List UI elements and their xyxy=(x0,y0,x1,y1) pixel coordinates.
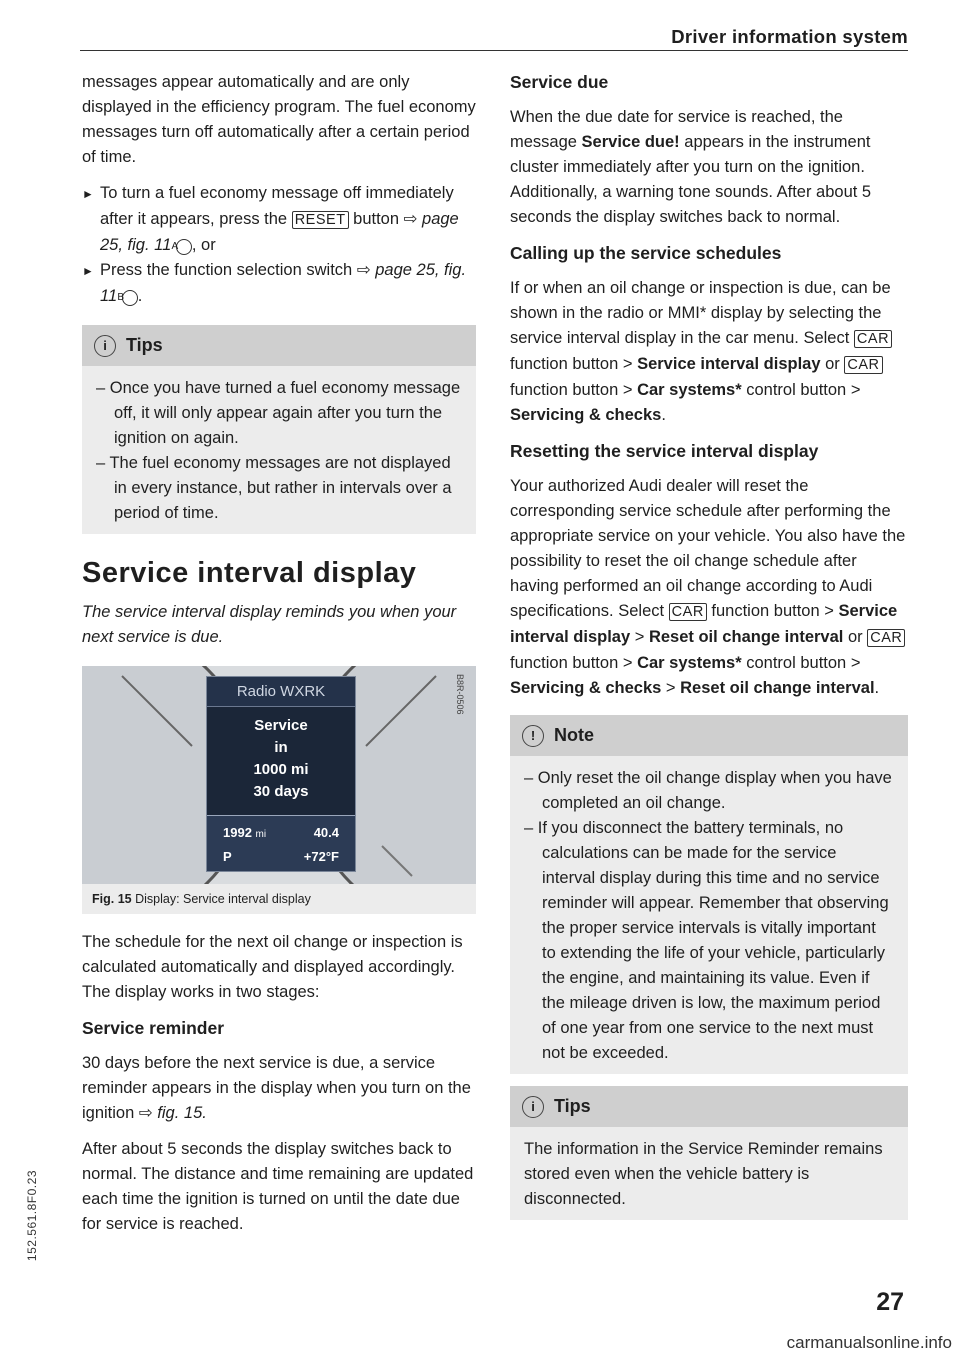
heading-reset: Resetting the service interval display xyxy=(510,441,819,461)
circle-a-icon: A xyxy=(176,239,192,255)
radio-label: Radio WXRK xyxy=(207,677,355,707)
note-body xyxy=(510,756,908,1074)
bullet-reset: ► To turn a fuel economy message off immediately after it appears, press the RESET button ⇨ page 25, fig. 11 A , or xyxy=(82,184,459,254)
tips-body xyxy=(82,366,476,534)
gear: P xyxy=(223,849,232,864)
tips-item: – The fuel economy messages are not displayed in every instance, but rather in intervals over a period of time. xyxy=(96,454,452,522)
paragraph-schedule: The schedule for the next oil change or inspection is calculated automatically and displayed accordingly. The display works in two stages: xyxy=(82,933,463,1001)
section-title: Service interval display xyxy=(82,557,417,589)
left-column xyxy=(82,70,476,1248)
header-title: Driver information system xyxy=(671,26,908,47)
trip: 40.4 xyxy=(313,825,339,840)
paragraph-service-due: When the due date for service is reached, the message Service due! appears in the instrument cluster immediately after you turn on the ignition. Additionally, a warning tone sounds. After about 5 seconds the display switches back to normal. xyxy=(510,108,872,226)
tips-box xyxy=(82,325,476,534)
tips-body-2: The information in the Service Reminder remains stored even when the vehicle battery is disconnected. xyxy=(524,1140,883,1208)
car-key: CAR xyxy=(854,330,892,348)
temperature: +72°F xyxy=(303,849,339,864)
tips-header-2: i Tips xyxy=(510,1086,908,1127)
note-box xyxy=(510,715,908,1074)
header-rule xyxy=(80,50,908,51)
car-key: CAR xyxy=(867,629,905,647)
page-number: 27 xyxy=(876,1288,904,1316)
watermark: carmanualsonline.info xyxy=(786,1333,952,1352)
tips-item: – Once you have turned a fuel economy message off, it will only appear again after you turn the ignition on again. xyxy=(96,379,461,447)
tips-header: i Tips xyxy=(82,325,476,366)
cluster-screen xyxy=(206,676,356,872)
car-key: CAR xyxy=(844,356,882,374)
odometer: 1992 mi xyxy=(223,825,267,840)
service-message: Service in 1000 mi 30 days xyxy=(253,717,309,800)
reset-key: RESET xyxy=(292,211,349,229)
paragraph-reset: Your authorized Audi dealer will reset the corresponding service schedule after performing the appropriate service on your vehicle. You also have the possibility to reset the oil change schedule after having performed an oil change according to Audi specifications. Select CAR function button > Service interval display > Reset oil change interval or CAR function button > Car systems* control button > Servicing & checks > Reset oil change interval. xyxy=(510,477,906,697)
note-item: – Only reset the oil change display when you have completed an oil change. xyxy=(524,769,892,812)
note-item: – If you disconnect the battery terminals, no calculations can be made for the service interval display during this time and no service reminder will appear. Remember that observing the proper service intervals is vitally important to extending the life of your vehicle, particularly the engine, and maintaining its value. Even if the mileage driven is low, the maximum period of one year from one service to the next must not be exceeded. xyxy=(524,819,889,1062)
document-code: 152.561.8F0.23 xyxy=(25,1170,39,1262)
heading-service-due: Service due xyxy=(510,72,609,92)
paragraph-normal: After about 5 seconds the display switches back to normal. The distance and time remaining are updated each time the ignition is turned on until the date due for service is reached. xyxy=(82,1140,474,1233)
page-ref[interactable]: ⇨ page 25, fig. 11 xyxy=(100,261,467,305)
status-bar xyxy=(207,815,355,871)
heading-reminder: Service reminder xyxy=(82,1018,225,1038)
car-key: CAR xyxy=(669,603,707,621)
fig-ref[interactable]: ⇨ fig. 15. xyxy=(138,1104,207,1122)
info-icon: i xyxy=(522,1096,544,1118)
heading-calling: Calling up the service schedules xyxy=(510,243,782,263)
paragraph-calling: If or when an oil change or inspection is due, can be shown in the radio or MMI* display by selecting the service interval display in the car menu. Select CAR function button > Service interval display or CAR function button > Car systems* control button > Servicing & checks. xyxy=(510,279,891,424)
note-header: ! Note xyxy=(510,715,908,756)
figure-display xyxy=(82,666,476,884)
exclamation-icon: ! xyxy=(522,725,544,747)
triangle-bullet-icon: ► xyxy=(82,187,94,201)
bullet-switch: ► Press the function selection switch ⇨ page 25, fig. 11 B . xyxy=(82,261,467,305)
info-icon: i xyxy=(94,335,116,357)
right-column xyxy=(510,70,908,1220)
triangle-bullet-icon: ► xyxy=(82,264,94,278)
figure-code: B8R-0506 xyxy=(455,674,465,715)
paragraph-intro: messages appear automatically and are only displayed in the efficiency program. The fuel economy messages turn off automatically after a certain period of time. xyxy=(82,73,476,166)
tips-box-2 xyxy=(510,1086,908,1220)
figure-caption: Fig. 15 Display: Service interval display xyxy=(82,884,476,914)
circle-b-icon: B xyxy=(122,290,138,306)
section-lead: The service interval display reminds you when your next service is due. xyxy=(82,603,457,646)
paragraph-reminder: 30 days before the next service is due, a service reminder appears in the display when you turn on the ignition ⇨ fig. 15. xyxy=(82,1054,471,1122)
page-ref[interactable]: ⇨ page 25, fig. 11 xyxy=(100,210,459,254)
